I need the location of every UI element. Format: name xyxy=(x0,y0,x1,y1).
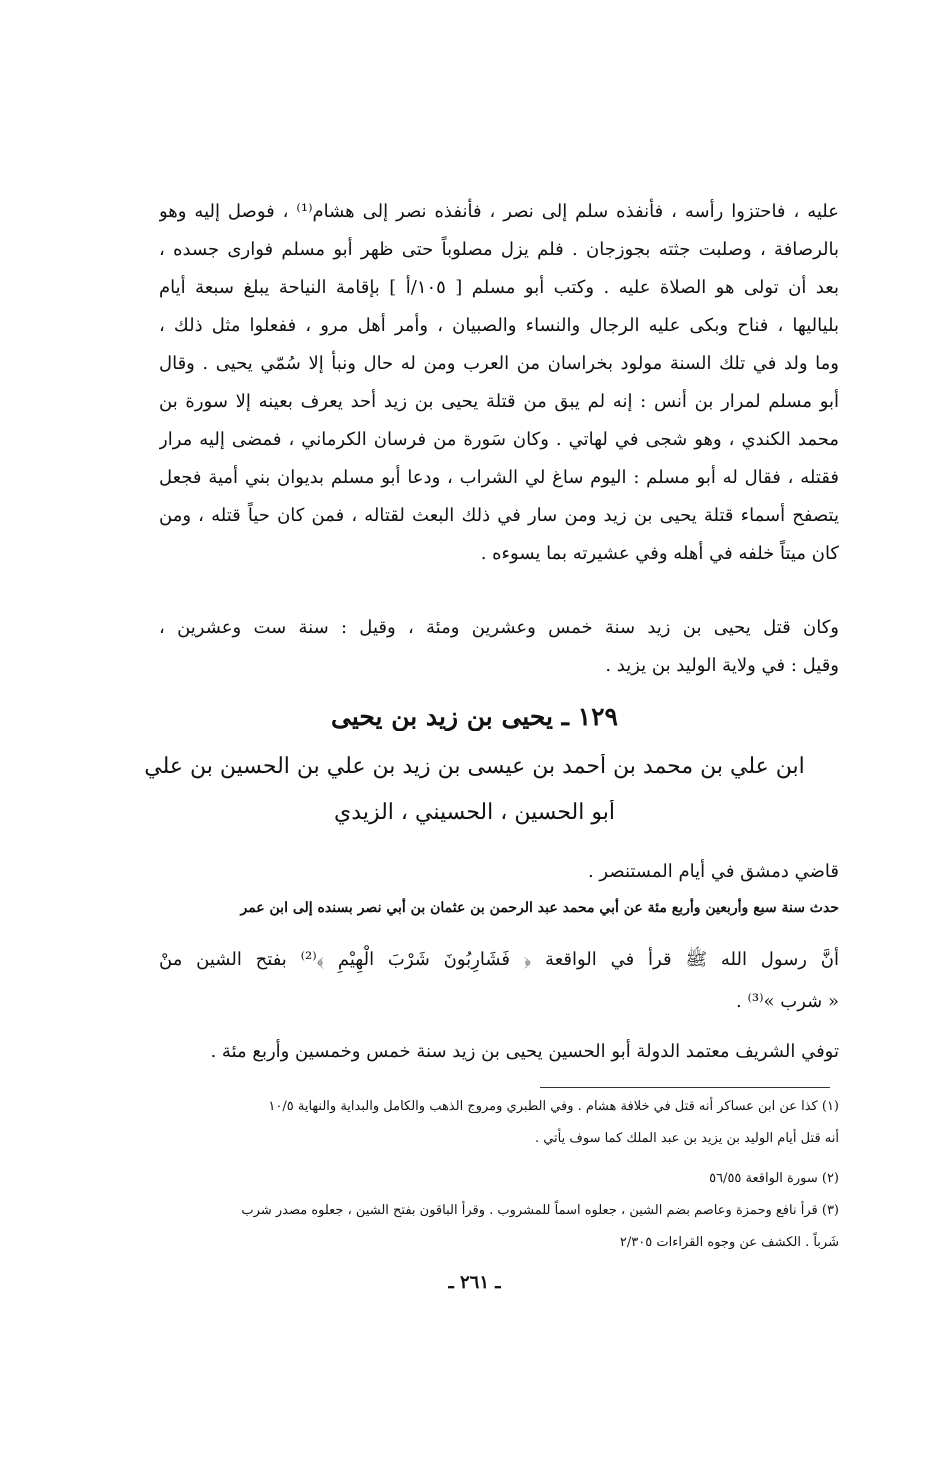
text-line-2: بالرصافة ، وصلبت جثته بجوزجان . فلم يزل مصلوباً حتى ظهر أبو مسلم فوارى جسده ، xyxy=(159,239,839,260)
text-line-9: يتصفح أسماء قتلة يحيى بن زيد ومن سار في ذلك البعث لقتاله ، فمن كان حياً قتله ، ومن xyxy=(159,505,839,526)
text-line-12: وقيل : في ولاية الوليد بن يزيد . xyxy=(605,655,839,676)
footnote-3: (٣) قرأ نافع وحمزة وعاصم بضم الشين ، جعلوه اسماً للمشروب . وقرأ الباقون بفتح الشين ، جعلوه مصدر شرب xyxy=(241,1203,839,1218)
entry-heading: ١٢٩ ـ يحيى بن زيد بن يحيى xyxy=(331,702,618,731)
text-line-5: وما ولد في تلك السنة مولود بخراسان من العرب ومن له حال ونبأ إلا سُمّي يحيى . وقال xyxy=(159,353,839,374)
page-number: ـ ٢٦١ ـ xyxy=(448,1272,501,1293)
text-line-3: بعد أن تولى هو الصلاة عليه . وكتب أبو مسلم [ ١٠٥/أ ] بإقامة النياحة يبلغ سبعة أيام xyxy=(159,277,839,298)
text-line-7: محمد الكندي ، وهو شجى في لهاتي . وكان سَورة من فرسان الكرماني ، فمضى إليه مرار xyxy=(159,429,839,450)
entry-lineage: ابن علي بن محمد بن أحمد بن عيسى بن زيد بن علي بن الحسين بن علي xyxy=(144,754,805,779)
footnote-3-cont: شَرباً . الكشف عن وجوه القراءات ٢/٣٠٥ xyxy=(619,1235,839,1250)
footnote-1: (١) كذا عن ابن عساكر أنه قتل في خلافة هشام . وفي الطبري ومروج الذهب والكامل والبداية والنهاية ١٠/٥ xyxy=(268,1099,839,1114)
hadith-text-1: أنَّ رسول الله ﷺ قرأ في الواقعة ﴿ فَشَارِبُونَ شَرْبَ الْهِيْمِ ﴾⁽²⁾ بفتح الشين منْ xyxy=(159,949,839,970)
qadi-line: قاضي دمشق في أيام المستنصر . xyxy=(587,861,839,882)
hadith-chain: حدث سنة سبع وأربعين وأربع مئة عن أبي محمد عبد الرحمن بن عثمان بن أبي نصر بسنده إلى ابن عمر xyxy=(240,900,839,916)
footnote-2: (٢) سورة الواقعة ٥٦/٥٥ xyxy=(709,1171,839,1186)
text-line-6: أبو مسلم لمرار بن أنس : إنه لم يبق من قتلة يحيى بن زيد أحد يعرف بعينه إلا سورة بن xyxy=(159,391,839,412)
death-line: توفي الشريف معتمد الدولة أبو الحسين يحيى بن زيد سنة خمس وخمسين وأربع مئة . xyxy=(210,1041,839,1062)
text-line-11: وكان قتل يحيى بن زيد سنة خمس وعشرين ومئة ، وقيل : سنة ست وعشرين ، xyxy=(159,617,839,638)
text-line-4: بلياليها ، فناح وبكى عليه الرجال والنساء والصبيان ، وأمر أهل مرو ، ففعلوا مثل ذلك ، xyxy=(159,315,839,336)
entry-kunya: أبو الحسين ، الحسيني ، الزيدي xyxy=(334,800,615,825)
text-line-1: عليه ، فاحتزوا رأسه ، فأنفذه سلم إلى نصر ، فأنفذه نصر إلى هشام⁽¹⁾ ، فوصل إليه وهو xyxy=(159,201,839,222)
text-line-10: كان ميتاً خلفه في أهله وفي عشيرته بما يسوءه . xyxy=(480,543,839,564)
text-line-8: فقتله ، فقال له أبو مسلم : اليوم ساغ لي الشراب ، ودعا أبو مسلم بديوان بني أمية فجعل xyxy=(159,467,839,488)
footnote-1-cont: أنه قتل أيام الوليد بن يزيد بن عبد الملك كما سوف يأتي . xyxy=(534,1131,839,1146)
footnote-separator xyxy=(540,1087,830,1088)
hadith-text-2: « شرب »⁽³⁾ . xyxy=(736,991,839,1012)
